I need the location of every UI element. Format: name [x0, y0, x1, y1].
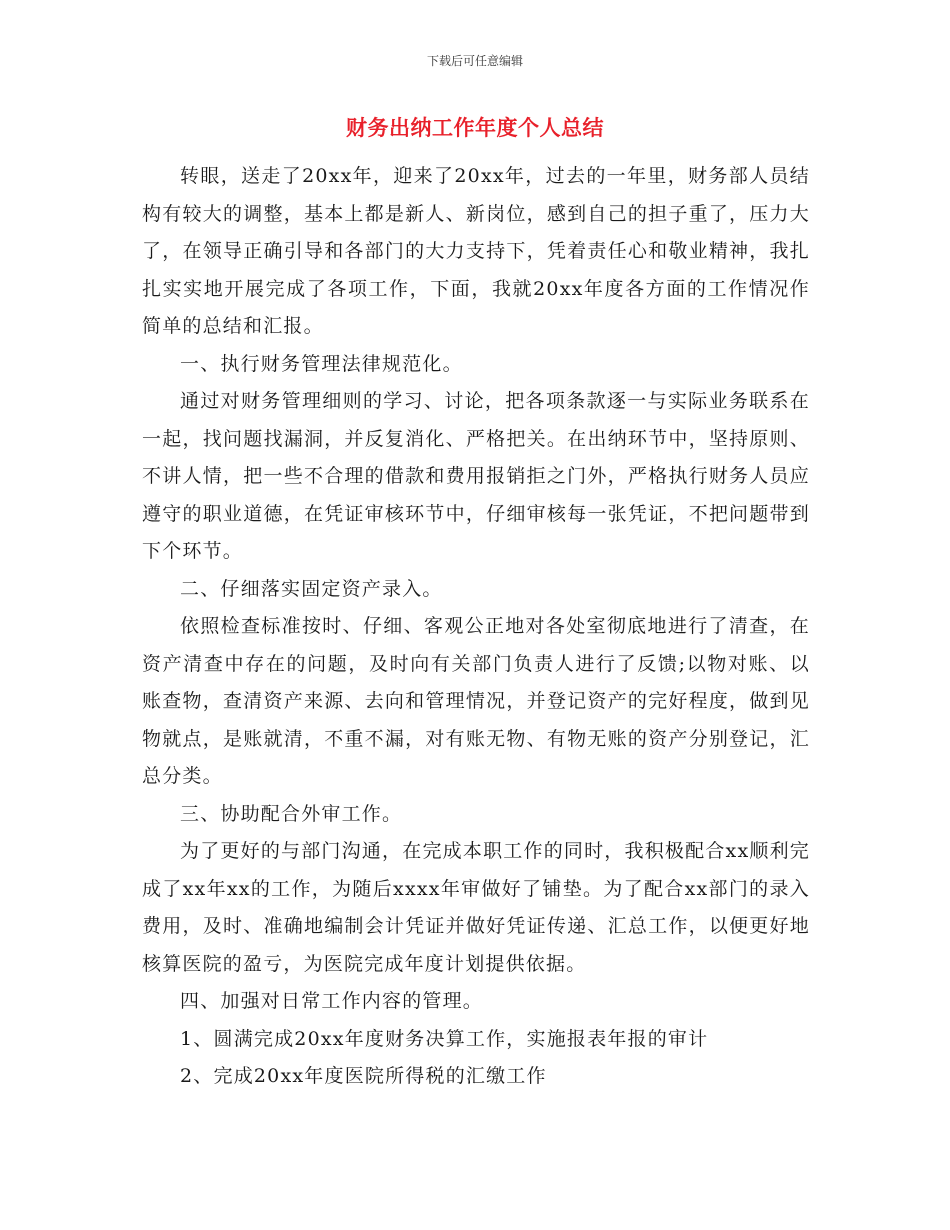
section-heading-1: 一、执行财务管理法律规范化。 [180, 352, 463, 375]
paragraph-intro: 转眼，送走了20xx年，迎来了20xx年，过去的一年里，财务部人员结构有较大的调整，基本上都是新人、新岗位，感到自己的担子重了，压力大了，在领导正确引导和各部门的大力支持下，凭着责任心和敬业精神，我扎扎实实地开展完成了各项工作，下面，我就20xx年度各方面的工作情况作简单的总结和汇报。 [142, 165, 810, 337]
header-note: 下载后可任意编辑 [426, 54, 523, 68]
paragraph-section-1: 通过对财务管理细则的学习、讨论，把各项条款逐一与实际业务联系在一起，找问题找漏洞，并反复消化、严格把关。在出纳环节中，坚持原则、不讲人情，把一些不合理的借款和费用报销拒之门外，严格执行财务人员应遵守的职业道德，在凭证审核环节中，仔细审核每一张凭证，不把问题带到下个环节。 [142, 390, 810, 562]
section-heading-4: 四、加强对日常工作内容的管理。 [180, 990, 484, 1012]
document-body [142, 158, 810, 1096]
section-heading-2: 二、仔细落实固定资产录入。 [180, 577, 443, 600]
paragraph-section-3: 为了更好的与部门沟通，在完成本职工作的同时，我积极配合xx顺利完成了xx年xx的工作，为随后xxxx年审做好了铺垫。为了配合xx部门的录入费用，及时、准确地编制会计凭证并做好凭证传递、汇总工作，以便更好地核算医院的盈亏，为医院完成年度计划提供依据。 [142, 840, 810, 975]
section-heading-3: 三、协助配合外审工作。 [180, 802, 403, 825]
list-item-1: 1、圆满完成20xx年度财务决算工作，实施报表年报的审计 [180, 1027, 709, 1050]
document-title: 财务出纳工作年度个人总结 [346, 115, 604, 140]
list-item-2: 2、完成20xx年度医院所得税的汇缴工作 [180, 1065, 547, 1087]
paragraph-section-2: 依照检查标准按时、仔细、客观公正地对各处室彻底地进行了清查，在资产清查中存在的问题，及时向有关部门负责人进行了反馈;以物对账、以账查物，查清资产来源、去向和管理情况，并登记资产的完好程度，做到见物就点，是账就清，不重不漏，对有账无物、有物无账的资产分别登记，汇总分类。 [142, 615, 810, 787]
